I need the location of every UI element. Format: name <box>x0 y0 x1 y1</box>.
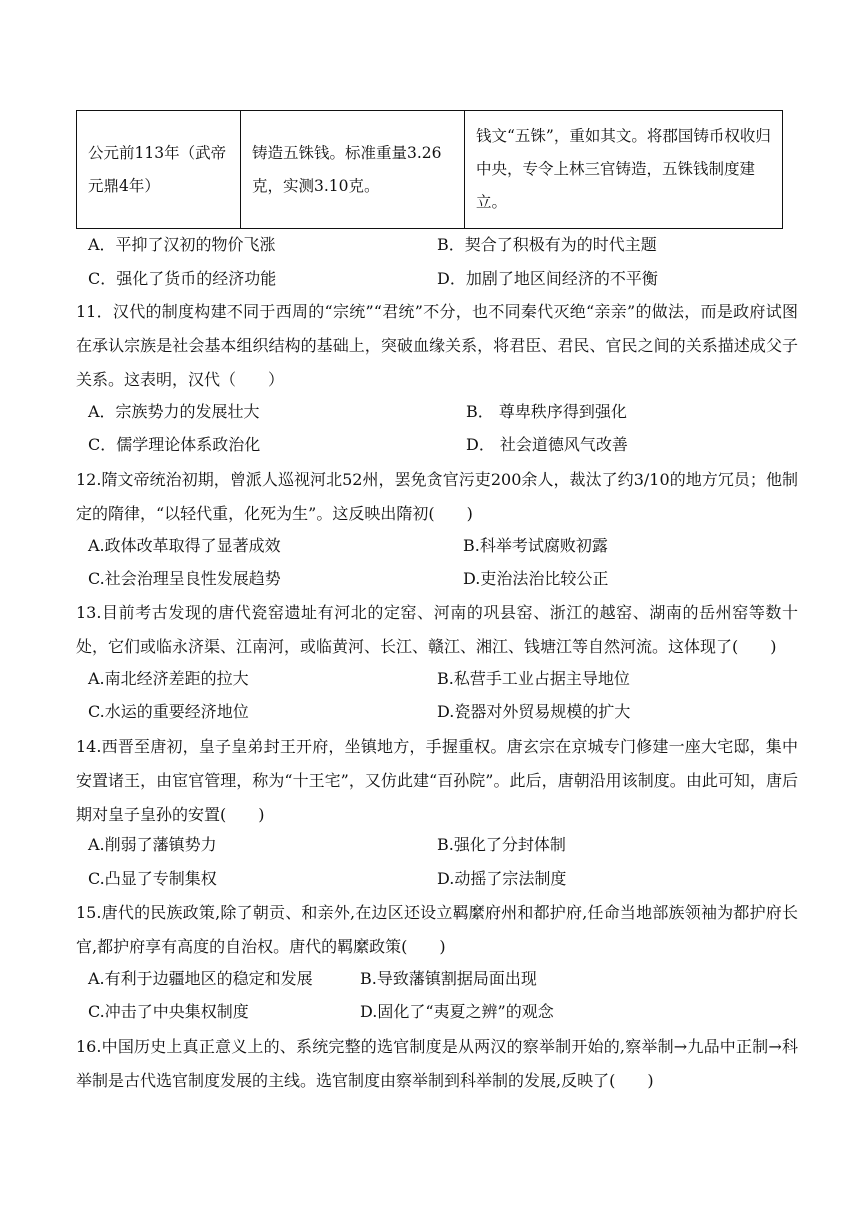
q10-option-d: D．加剧了地区间经济的不平衡 <box>437 269 658 288</box>
q15-option-c: C.冲击了中央集权制度 <box>88 1002 249 1021</box>
q15-option-b: B.导致藩镇割据局面出现 <box>360 969 537 988</box>
q11-option-c: C．儒学理论体系政治化 <box>88 435 261 454</box>
q12-option-a: A.政体改革取得了显著成效 <box>88 536 281 555</box>
q14-stem: 14.西晋至唐初，皇子皇弟封王开府，坐镇地方，手握重权。唐玄宗在京城专门修建一座大宅邸，集中安置诸王，由宦官管理，称为“十王宅”，又仿此建“百孙院”。此后，唐朝沿用该制度。由此可知，唐后期对皇子皇孙的安置( ) <box>76 737 798 824</box>
q11-option-b: B． 尊卑秩序得到强化 <box>466 402 627 421</box>
q11-option-d: D． 社会道德风气改善 <box>466 435 628 454</box>
q15-option-d: D.固化了“夷夏之辨”的观念 <box>360 1002 554 1021</box>
q10-option-c: C．强化了货币的经济功能 <box>88 269 277 288</box>
q14-option-d: D.动摇了宗法制度 <box>437 869 567 888</box>
q12-option-b: B.科举考试腐败初露 <box>463 536 608 555</box>
table-row <box>77 111 783 229</box>
q13-stem: 13.目前考古发现的唐代瓷窑遗址有河北的定窑、河南的巩县窑、浙江的越窑、湖南的岳州窑等数十处，它们或临永济渠、江南河，或临黄河、长江、赣江、湘江、钱塘江等自然河流。这体现了( ) <box>76 603 798 656</box>
q11-stem: 11．汉代的制度构建不同于西周的“宗统”“君统”不分，也不同秦代灭绝“亲亲”的做法，而是政府试图在承认宗族是社会基本组织结构的基础上，突破血缘关系，将君臣、君民、官民之间的关系描述成父子关系。这表明，汉代（ ） <box>76 302 798 389</box>
q14-option-a: A.削弱了藩镇势力 <box>88 835 217 854</box>
q16-stem: 16.中国历史上真正意义上的、系统完整的选官制度是从两汉的察举制开始的,察举制→九品中正制→科举制是古代选官制度发展的主线。选官制度由察举制到科举制的发展,反映了( ) <box>76 1037 798 1090</box>
q15-option-a: A.有利于边疆地区的稳定和发展 <box>88 969 313 988</box>
q13-option-b: B.私营手工业占据主导地位 <box>437 669 630 688</box>
q11-option-a: A．宗族势力的发展壮大 <box>88 402 260 421</box>
table-cell-time: 公元前113年（武帝元鼎4年） <box>77 111 241 229</box>
q13-option-a: A.南北经济差距的拉大 <box>88 669 249 688</box>
table-cell-event: 铸造五铢钱。标准重量3.26克，实测3.10克。 <box>241 111 465 229</box>
q12-option-d: D.吏治法治比较公正 <box>463 569 609 588</box>
q14-option-b: B.强化了分封体制 <box>437 835 566 854</box>
q10-option-a: A．平抑了汉初的物价飞涨 <box>88 235 276 254</box>
q12-option-c: C.社会治理呈良性发展趋势 <box>88 569 281 588</box>
q13-option-c: C.水运的重要经济地位 <box>88 702 249 721</box>
table-cell-note: 钱文“五铢”，重如其文。将郡国铸币权收归中央，专令上林三官铸造，五铢钱制度建立。 <box>465 111 783 229</box>
q13-option-d: D.瓷器对外贸易规模的扩大 <box>437 702 631 721</box>
q14-option-c: C.凸显了专制集权 <box>88 869 217 888</box>
q12-stem: 12.隋文帝统治初期，曾派人巡视河北52州，罢免贪官污吏200余人，裁汰了约3/10的地方冗员；他制定的隋律，“以轻代重，化死为生”。这反映出隋初( ) <box>76 470 798 523</box>
coinage-table <box>76 110 783 229</box>
q10-option-b: B．契合了积极有为的时代主题 <box>437 235 657 254</box>
q15-stem: 15.唐代的民族政策,除了朝贡、和亲外,在边区还设立羁縻府州和都护府,任命当地部族领袖为都护府长官,都护府享有高度的自治权。唐代的羁縻政策( ) <box>76 903 798 956</box>
